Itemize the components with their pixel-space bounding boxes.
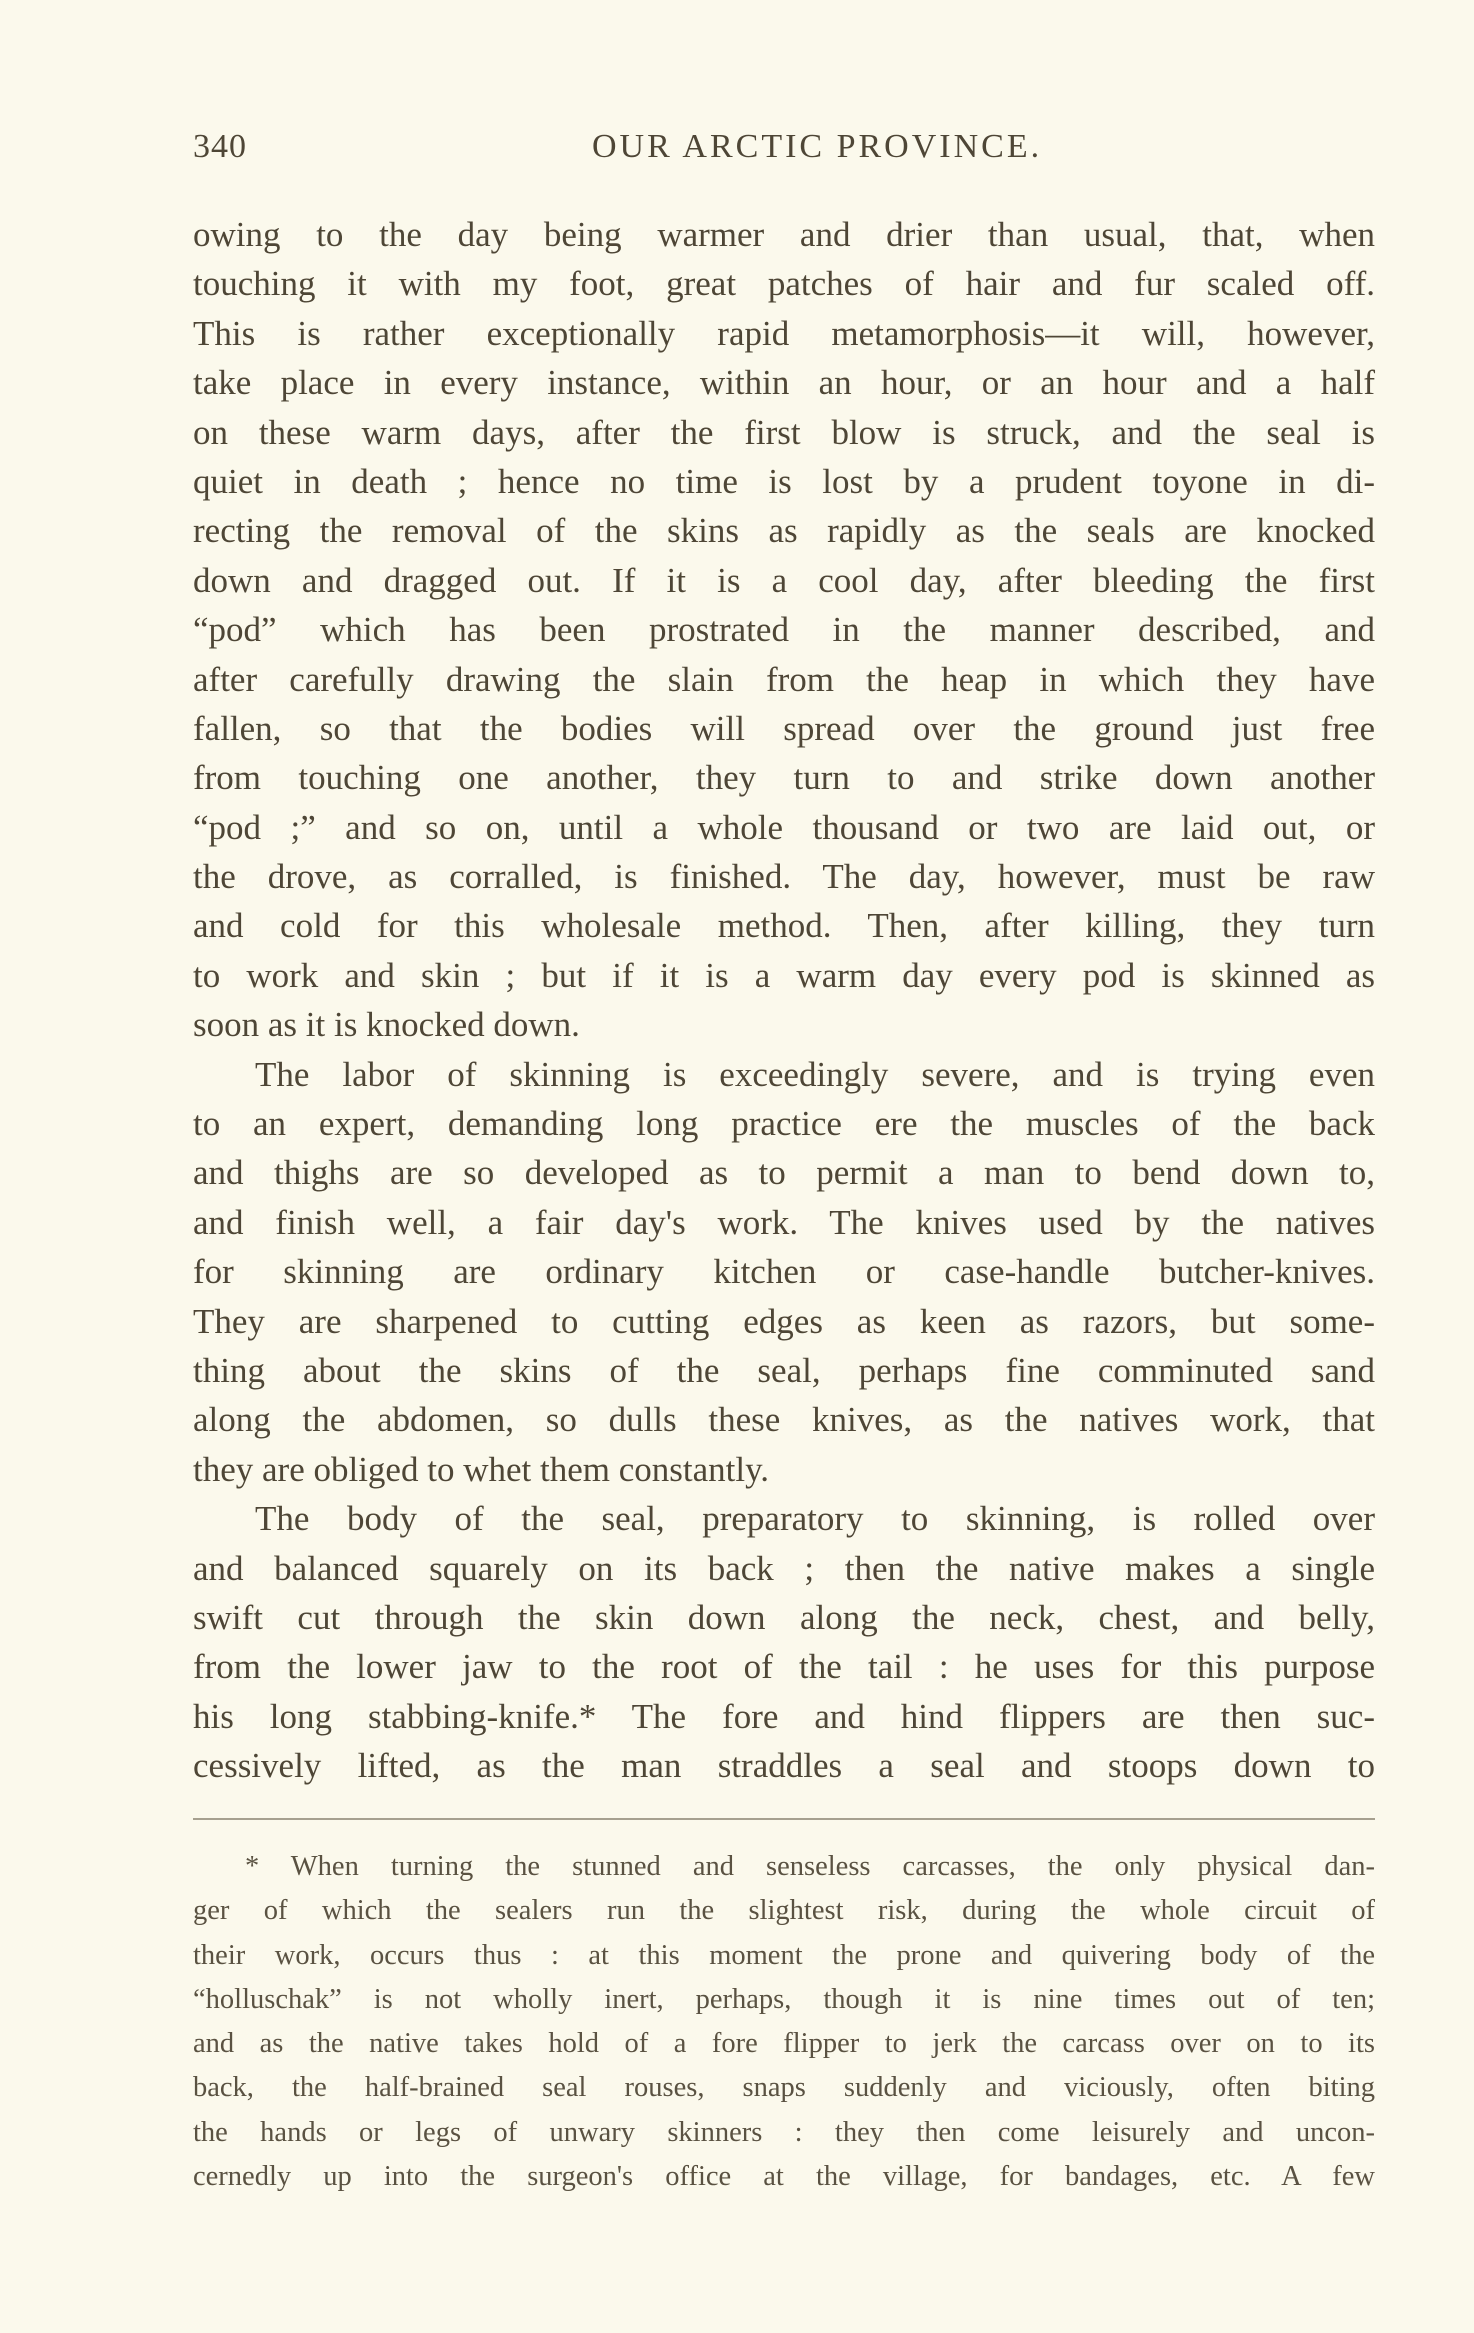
text-line: after carefully drawing the slain from the heap in which they have: [193, 659, 1375, 699]
text-line: They are sharpened to cutting edges as keen as razors, but some-: [193, 1301, 1375, 1341]
paragraph-start-line: The labor of skinning is exceedingly severe, and is trying even: [255, 1054, 1375, 1094]
text-line: to work and skin ; but if it is a warm day every pod is skinned as: [193, 955, 1375, 995]
footnote-line: * When turning the stunned and senseless carcasses, the only physical dan-: [245, 1851, 1375, 1882]
text-line: cessively lifted, as the man straddles a seal and stoops down to: [193, 1746, 1375, 1786]
footnote-rule: [193, 1818, 1375, 1820]
text-line: This is rather exceptionally rapid metamorphosis—it will, however,: [193, 313, 1375, 353]
text-line: and finish well, a fair day's work. The knives used by the natives: [193, 1202, 1375, 1242]
text-line: touching it with my foot, great patches of hair and fur scaled off.: [193, 264, 1375, 304]
footnote-line: their work, occurs thus : at this moment the prone and quivering body of the: [193, 1939, 1375, 1971]
running-title: OUR ARCTIC PROVINCE.: [592, 128, 1043, 165]
text-line: for skinning are ordinary kitchen or case-handle butcher-knives.: [193, 1252, 1375, 1292]
text-line: down and dragged out. If it is a cool day, after bleeding the first: [193, 560, 1375, 600]
text-line: swift cut through the skin down along the neck, chest, and belly,: [193, 1597, 1375, 1637]
text-line: and cold for this wholesale method. Then, after killing, they turn: [193, 906, 1375, 946]
body-text: [193, 210, 1375, 1791]
text-line: from touching one another, they turn to and strike down another: [193, 758, 1375, 798]
text-line: his long stabbing-knife.* The fore and hind flippers are then suc-: [193, 1696, 1375, 1736]
footnote-line: and as the native takes hold of a fore flipper to jerk the carcass over on to its: [193, 2028, 1375, 2060]
text-line: “pod ;” and so on, until a whole thousand or two are laid out, or: [193, 807, 1375, 847]
text-line: soon as it is knocked down.: [193, 1005, 580, 1045]
text-line: owing to the day being warmer and drier than usual, that, when: [193, 215, 1375, 254]
text-line: from the lower jaw to the root of the tail : he uses for this purpose: [193, 1647, 1375, 1687]
text-line: fallen, so that the bodies will spread over the ground just free: [193, 708, 1375, 748]
footnote-line: back, the half-brained seal rouses, snaps suddenly and viciously, often biting: [193, 2072, 1375, 2104]
paragraph-start-line: The body of the seal, preparatory to skinning, is rolled over: [255, 1499, 1375, 1539]
text-line: thing about the skins of the seal, perhaps fine comminuted sand: [193, 1350, 1375, 1390]
footnote-line: cernedly up into the surgeon's office at the village, for bandages, etc. A few: [193, 2161, 1375, 2193]
footnote-line: ger of which the sealers run the slightest risk, during the whole circuit of: [193, 1895, 1375, 1927]
text-line: and balanced squarely on its back ; then the native makes a single: [193, 1548, 1375, 1588]
text-line: and thighs are so developed as to permit a man to bend down to,: [193, 1153, 1375, 1193]
text-line: recting the removal of the skins as rapidly as the seals are knocked: [193, 511, 1375, 551]
footnote-line: the hands or legs of unwary skinners : they then come leisurely and uncon-: [193, 2116, 1375, 2148]
text-line: along the abdomen, so dulls these knives, as the natives work, that: [193, 1400, 1375, 1440]
text-line: to an expert, demanding long practice ere the muscles of the back: [193, 1104, 1375, 1144]
text-line: on these warm days, after the first blow is struck, and the seal is: [193, 412, 1375, 452]
text-line: take place in every instance, within an hour, or an hour and a half: [193, 363, 1375, 403]
footnote: [193, 1845, 1375, 2199]
text-line: quiet in death ; hence no time is lost by a prudent toyone in di-: [193, 461, 1375, 501]
text-line: “pod” which has been prostrated in the manner described, and: [193, 610, 1375, 650]
text-line: the drove, as corralled, is finished. The day, however, must be raw: [193, 857, 1375, 897]
text-line: they are obliged to whet them constantly.: [193, 1449, 770, 1489]
footnote-line: “holluschak” is not wholly inert, perhaps, though it is nine times out of ten;: [193, 1983, 1375, 2015]
page-number: 340: [193, 128, 247, 165]
